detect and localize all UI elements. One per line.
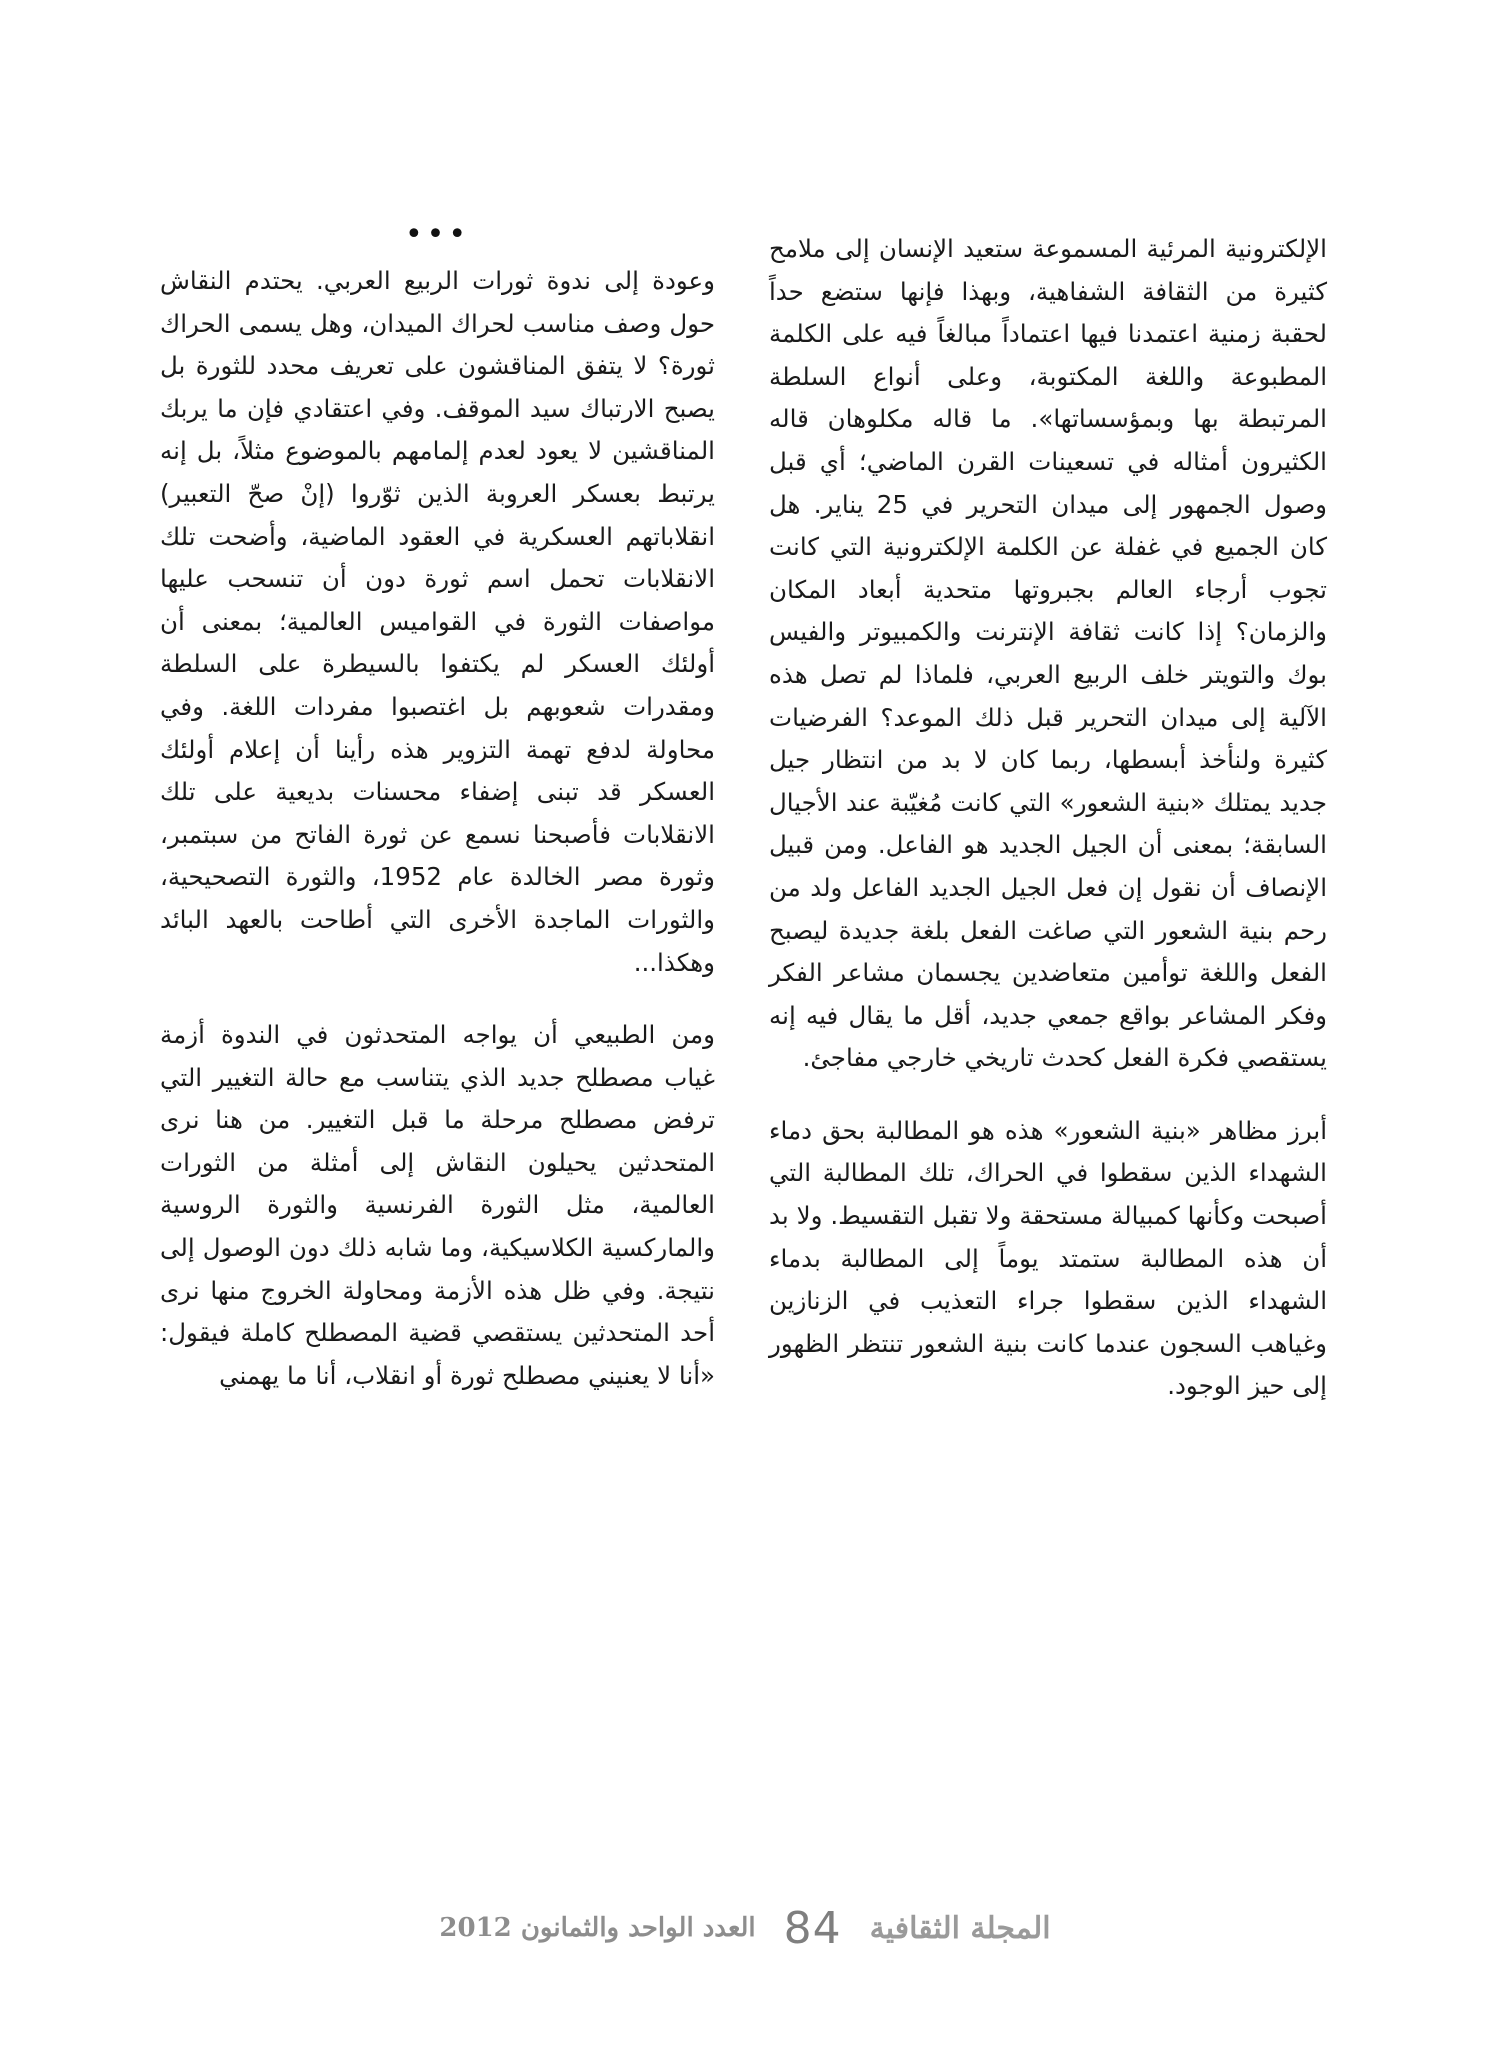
- right-text-column: [769, 228, 1327, 1408]
- right-paragraph-1: الإلكترونية المرئية المسموعة ستعيد الإنسان إلى ملامح كثيرة من الثقافة الشفاهية، وبهذا فإنها ستضع حداً لحقبة زمنية اعتمدنا فيها اعتماداً مبالغاً فيه على الكلمة المطبوعة واللغة المكتوبة، وعلى أنواع السلطة المرتبطة بها وبمؤسساتها». ما قاله مكلوهان قاله الكثيرون أمثاله في تسعينات القرن الماضي؛ أي قبل وصول الجمهور إلى ميدان التحرير في 25 يناير. هل كان الجميع في غفلة عن الكلمة الإلكترونية التي كانت تجوب أرجاء العالم بجبروتها متحدية أبعاد المكان والزمان؟ إذا كانت ثقافة الإنترنت والكمبيوتر والفيس بوك والتويتر خلف الربيع العربي، فلماذا لم تصل هذه الآلية إلى ميدان التحرير قبل ذلك الموعد؟ الفرضيات كثيرة ولنأخذ أبسطها، ربما كان لا بد من انتظار جيل جديد يمتلك «بنية الشعور» التي كانت مُغيّبة عند الأجيال السابقة؛ بمعنى أن الجيل الجديد هو الفاعل. ومن قبيل الإنصاف أن نقول إن فعل الجيل الجديد الفاعل ولد من رحم بنية الشعور التي صاغت الفعل بلغة جديدة ليصبح الفعل واللغة توأمين متعاضدين يجسمان مشاعر الفكر وفكر المشاعر بواقع جمعي جديد، أقل ما يقال فيه إنه يستقصي فكرة الفعل كحدث تاريخي خارجي مفاجئ.: [769, 234, 1327, 1073]
- page-footer: [420, 1898, 1070, 1958]
- left-paragraph-1: وعودة إلى ندوة ثورات الربيع العربي. يحتدم النقاش حول وصف مناسب لحراك الميدان، وهل يسمى الحراك ثورة؟ لا يتفق المناقشون على تعريف محدد للثورة بل يصبح الارتباك سيد الموقف. وفي اعتقادي فإن ما يربك المناقشين لا يعود لعدم إلمامهم بالموضوع مثلاً، بل إنه يرتبط بعسكر العروبة الذين ثوّروا (إنْ صحّ التعبير) انقلاباتهم العسكرية في العقود الماضية، وأضحت تلك الانقلابات تحمل اسم ثورة دون أن تنسحب عليها مواصفات الثورة في القواميس العالمية؛ بمعنى أن أولئك العسكر لم يكتفوا بالسيطرة على السلطة ومقدرات شعوبهم بل اغتصبوا مفردات اللغة. وفي محاولة لدفع تهمة التزوير هذه رأينا أن إعلام أولئك العسكر قد تبنى إضفاء محسنات بديعية على تلك الانقلابات فأصبحنا نسمع عن ثورة الفاتح من سبتمبر، وثورة مصر الخالدة عام 1952، والثورة التصحيحية، والثورات الماجدة الأخرى التي أطاحت بالعهد البائد وهكذا...: [160, 266, 715, 977]
- right-paragraph-2: أبرز مظاهر «بنية الشعور» هذه هو المطالبة بحق دماء الشهداء الذين سقطوا في الحراك، تلك المطالبة التي أصبحت وكأنها كمبيالة مستحقة ولا تقبل التقسيط. ولا بد أن هذه المطالبة ستمتد يوماً إلى المطالبة بدماء الشهداء الذين سقطوا جراء التعذيب في الزنازين وغياهب السجون عندما كانت بنية الشعور تنتظر الظهور إلى حيز الوجود.: [769, 1115, 1327, 1401]
- page-number: 84: [783, 1902, 842, 1954]
- section-separator: •••: [404, 217, 471, 252]
- issue-label: العدد الواحد والثمانون 2012: [439, 1913, 756, 1943]
- left-paragraph-2: ومن الطبيعي أن يواجه المتحدثون في الندوة أزمة غياب مصطلح جديد الذي يتناسب مع حالة التغيير التي ترفض مصطلح مرحلة ما قبل التغيير. من هنا نرى المتحدثين يحيلون النقاش إلى أمثلة من الثورات العالمية، مثل الثورة الفرنسية والثورة الروسية والماركسية الكلاسيكية، وما شابه ذلك دون الوصول إلى نتيجة. وفي ظل هذه الأزمة ومحاولة الخروج منها نرى أحد المتحدثين يستقصي قضية المصطلح كاملة فيقول: «أنا لا يعنيني مصطلح ثورة أو انقلاب، أنا ما يهمني: [160, 1020, 715, 1390]
- left-text-column: [160, 217, 715, 1397]
- magazine-name: المجلة الثقافية: [869, 1910, 1051, 1946]
